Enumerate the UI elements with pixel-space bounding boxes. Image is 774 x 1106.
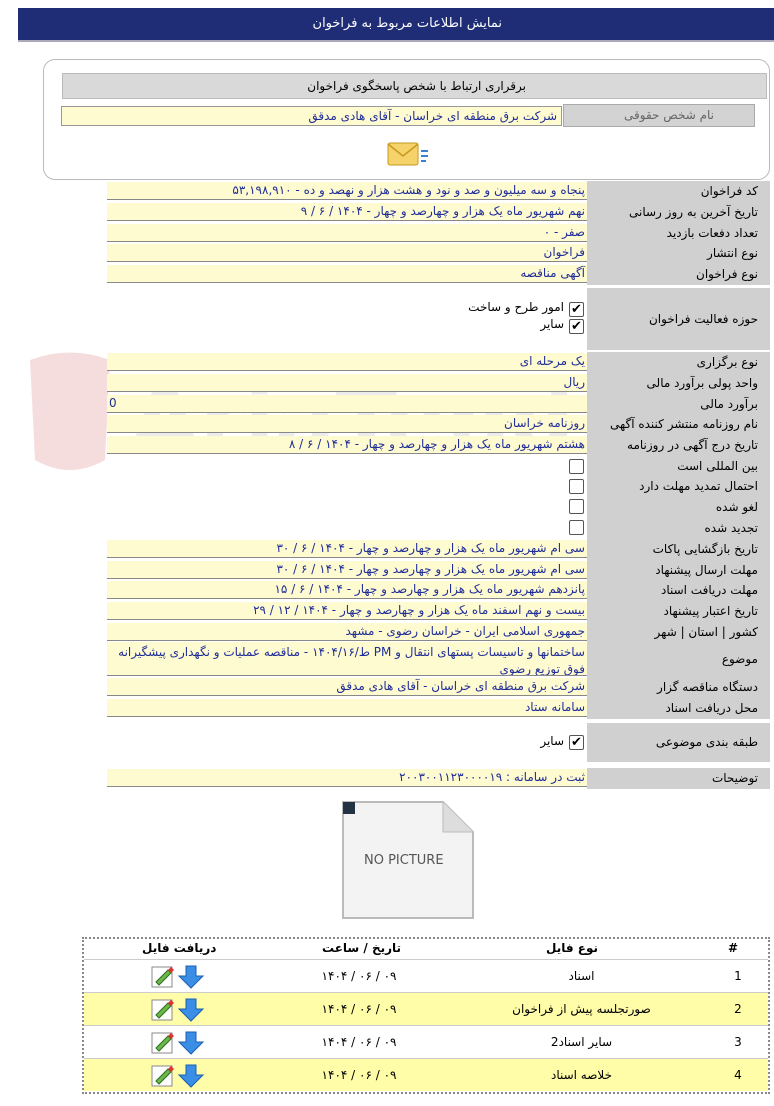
renewed-label: تجدید شده (587, 518, 770, 539)
file-row (84, 1058, 768, 1091)
download-arrow-icon (179, 1065, 203, 1087)
currency-value: ریال (107, 374, 587, 392)
file-num: 3 (734, 1035, 742, 1049)
code-value: ۵۳,۱۹۸,۹۱۰ - پنجاه و سه میلیون و صد و نود و هشت هزار و نهصد و ده (107, 182, 587, 200)
estimate-value: 0 (107, 395, 587, 413)
category-label: طبقه بندی موضوعی (587, 723, 770, 762)
organizer-value: شرکت برق منطقه ای خراسان - آقای هادی مدقق (107, 678, 587, 696)
hold-type-value: یک مرحله ای (107, 353, 587, 371)
doc-place-label: محل دریافت اسناد (587, 698, 770, 719)
download-arrow-icon (179, 999, 203, 1021)
category-checkbox[interactable] (569, 735, 584, 750)
hold-type-label: نوع برگزاری (587, 352, 770, 372)
download-button[interactable] (150, 997, 208, 1023)
visits-label: تعداد دفعات بازدید (587, 223, 770, 243)
col-num-header: # (727, 941, 738, 955)
activity-item-1: امور طرح و ساخت (468, 300, 564, 314)
edit-document-icon (152, 1000, 174, 1020)
visits-value: ۰ - صفر (107, 224, 587, 242)
subject-value: ط/۱۴۰۴/۱۶ - مناقصه عملیات و نگهداری پیشگیرانه PM ساختمانها و تاسیسات پستهای انتقال و فوق توزیع رضوی (107, 642, 587, 676)
legal-person-label: نام شخص حقوقی (563, 104, 755, 127)
no-picture-image (339, 798, 477, 922)
page-title: نمایش اطلاعات مربوط به فراخوان (312, 16, 502, 31)
col-type-header: نوع فایل (546, 941, 598, 955)
notes-value: ثبت در سامانه : ۲۰۰۳۰۰۱۱۲۳۰۰۰۰۱۹ (107, 769, 587, 787)
location-label: کشور | استان | شهر (587, 622, 770, 642)
subject-label: موضوع (587, 642, 770, 677)
file-num: 2 (734, 1002, 742, 1016)
international-checkbox[interactable] (569, 459, 584, 474)
send-deadline-label: مهلت ارسال پیشنهاد (587, 560, 770, 580)
activity-label: حوزه فعالیت فراخوان (587, 288, 770, 350)
contact-heading: برقراری ارتباط با شخص پاسخگوی فراخوان (62, 73, 767, 99)
validity-value: ۲۹ / ۱۲ / ۱۴۰۴ - بیست و نهم اسفند ماه یک هزار و چهارصد و چهار (107, 602, 587, 620)
file-row (84, 959, 768, 992)
validity-label: تاریخ اعتبار پیشنهاد (587, 601, 770, 622)
news-date-value: ۸ / ۶ / ۱۴۰۴ - هشتم شهریور ماه یک هزار و چهارصد و چهار (107, 436, 587, 454)
no-picture-text: NO PICTURE (364, 853, 444, 868)
edit-document-icon (152, 1066, 174, 1086)
page-title-bar (18, 8, 774, 40)
doc-deadline-value: ۱۵ / ۶ / ۱۴۰۴ - پانزدهم شهریور ماه یک هزار و چهارصد و چهار (107, 581, 587, 599)
download-arrow-icon (179, 1032, 203, 1054)
files-table-header (84, 939, 768, 959)
file-type: اسناد (568, 969, 595, 983)
updated-label: تاریخ آخرین به روز رسانی (587, 202, 770, 223)
activity-checkbox-1[interactable] (569, 302, 584, 317)
cancelled-label: لغو شده (587, 497, 770, 518)
call-type-value: آگهی مناقصه (107, 265, 587, 283)
edit-document-icon (152, 967, 174, 987)
files-table (82, 937, 770, 1094)
file-date: ۱۴۰۴ / ۰۶ / ۰۹ (321, 969, 397, 983)
doc-deadline-label: مهلت دریافت اسناد (587, 580, 770, 601)
extension-label: احتمال تمدید مهلت دارد (587, 476, 770, 497)
call-type-label: نوع فراخوان (587, 264, 770, 285)
newspaper-value: روزنامه خراسان (107, 415, 587, 433)
currency-label: واحد پولی برآورد مالی (587, 372, 770, 394)
download-button[interactable] (150, 1030, 208, 1056)
doc-place-value: سامانه ستاد (107, 699, 587, 717)
activity-item-2: سایر (540, 317, 564, 331)
col-download-header: دریافت فایل (142, 941, 217, 955)
code-label: کد فراخوان (587, 181, 770, 202)
opening-value: ۳۰ / ۶ / ۱۴۰۴ - سی ام شهریور ماه یک هزار و چهارصد و چهار (107, 540, 587, 558)
edit-document-icon (152, 1033, 174, 1053)
file-type: صورتجلسه پیش از فراخوان (512, 1002, 651, 1016)
download-button[interactable] (150, 1063, 208, 1089)
envelope-icon[interactable] (386, 139, 430, 169)
file-row (84, 992, 768, 1025)
newspaper-label: نام روزنامه منتشر کننده آگهی (587, 414, 770, 435)
activity-checkbox-2[interactable] (569, 319, 584, 334)
file-type: خلاصه اسناد (550, 1068, 613, 1082)
estimate-label: برآورد مالی (587, 394, 770, 414)
legal-person-value: شرکت برق منطقه ای خراسان - آقای هادی مدقق (61, 106, 562, 126)
organizer-label: دستگاه مناقصه گزار (587, 677, 770, 698)
news-date-label: تاریخ درج آگهی در روزنامه (587, 435, 770, 456)
title-underline (18, 40, 774, 42)
category-item: سایر (540, 734, 564, 748)
location-value: جمهوری اسلامی ایران - خراسان رضوی - مشهد (107, 623, 587, 641)
file-row (84, 1025, 768, 1058)
extension-checkbox[interactable] (569, 479, 584, 494)
col-date-header: تاریخ / ساعت (322, 941, 402, 955)
cancelled-checkbox[interactable] (569, 499, 584, 514)
download-arrow-icon (179, 966, 203, 988)
updated-value: ۹ / ۶ / ۱۴۰۴ - نهم شهریور ماه یک هزار و چهارصد و چهار (107, 203, 587, 221)
send-deadline-value: ۳۰ / ۶ / ۱۴۰۴ - سی ام شهریور ماه یک هزار و چهارصد و چهار (107, 561, 587, 579)
file-date: ۱۴۰۴ / ۰۶ / ۰۹ (321, 1002, 397, 1016)
pub-type-value: فراخوان (107, 244, 587, 262)
notes-label: توضیحات (587, 768, 770, 789)
file-date: ۱۴۰۴ / ۰۶ / ۰۹ (321, 1068, 397, 1082)
download-button[interactable] (150, 964, 208, 990)
file-type: سایر اسناد2 (550, 1035, 613, 1049)
file-num: 4 (734, 1068, 742, 1082)
renewed-checkbox[interactable] (569, 520, 584, 535)
pub-type-label: نوع انتشار (587, 243, 770, 264)
opening-label: تاریخ بازگشایی پاکات (587, 539, 770, 560)
international-label: بین المللی است (587, 456, 770, 476)
file-num: 1 (734, 969, 742, 983)
file-date: ۱۴۰۴ / ۰۶ / ۰۹ (321, 1035, 397, 1049)
